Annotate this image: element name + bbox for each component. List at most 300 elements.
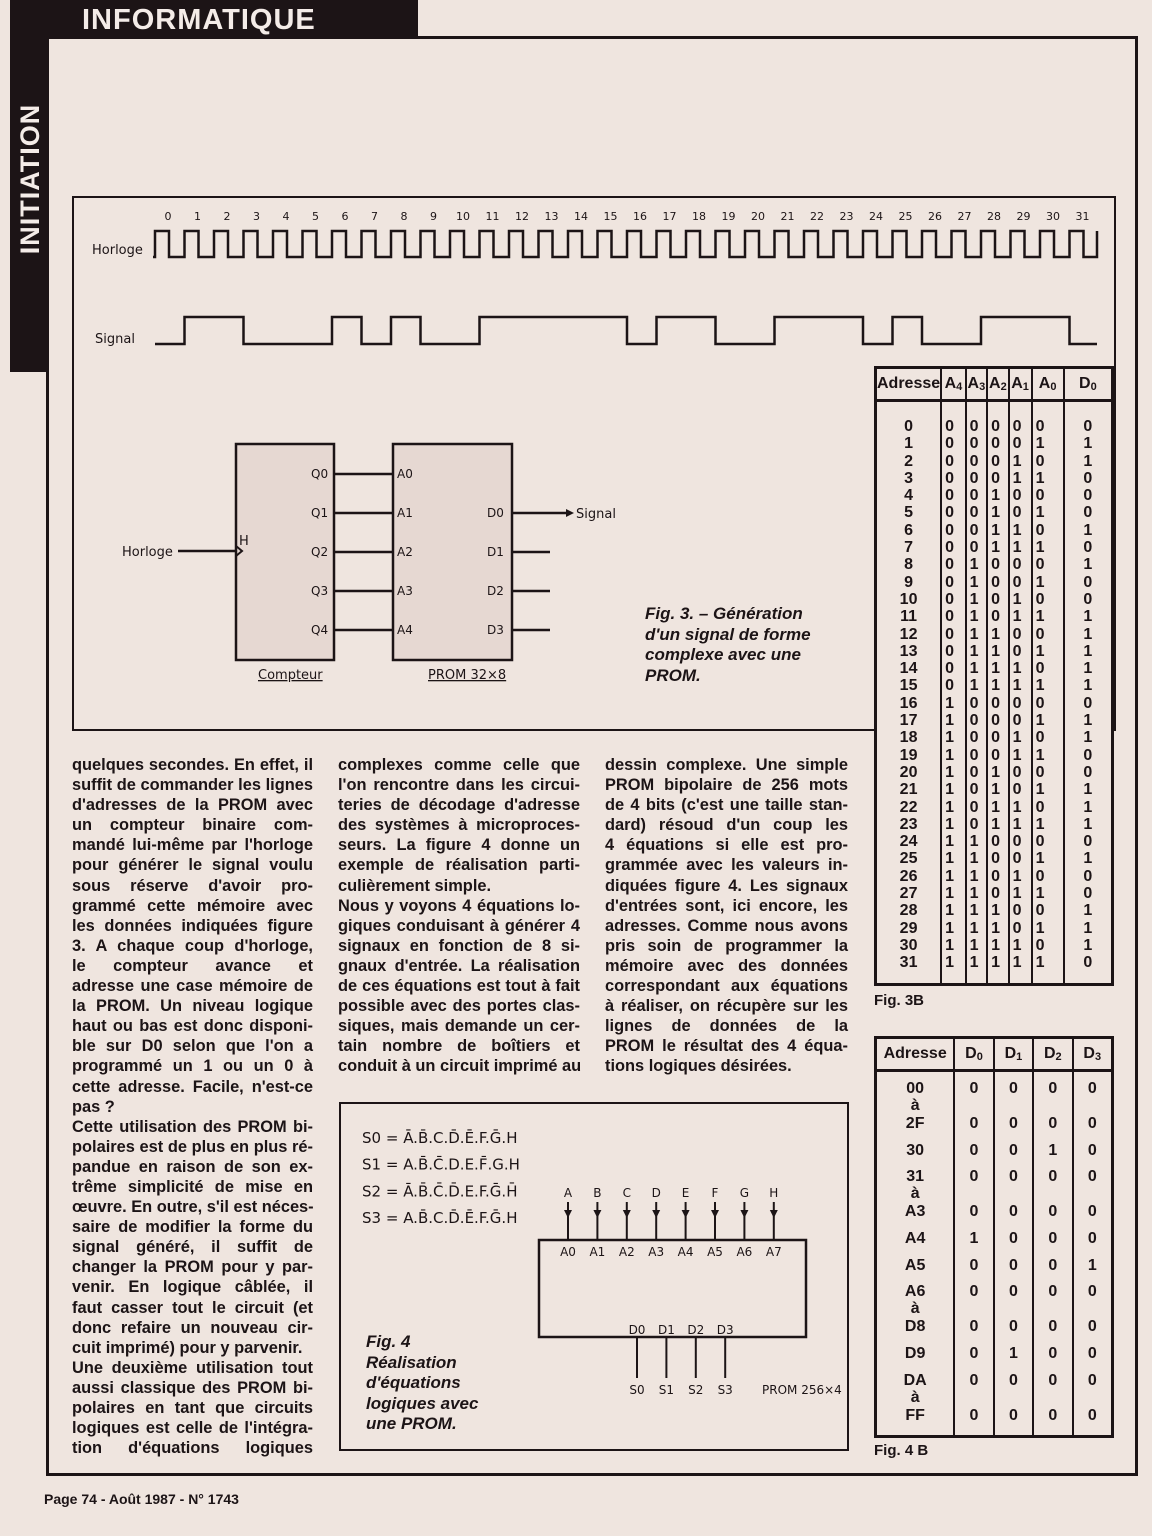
table-row <box>876 1334 1113 1361</box>
bit-cell: 1 <box>987 815 1008 832</box>
input-signal-label: C <box>622 1186 631 1200</box>
address-cell: FF <box>905 1406 925 1424</box>
bit-cell: 1 <box>987 624 1008 641</box>
data-cell <box>1033 1388 1072 1405</box>
column-header: Adresse <box>876 368 942 401</box>
prom-address-pin: A1 <box>397 506 413 520</box>
bit-cell: 0 <box>1032 728 1064 745</box>
bit-cell: 1 <box>941 815 966 832</box>
bit-cell: 1 <box>941 832 966 849</box>
bit-cell: 0 <box>987 590 1008 607</box>
bit-cell: 1 <box>987 659 1008 676</box>
header-letter: D <box>1004 1045 1017 1062</box>
clock-tick-label: 3 <box>253 210 260 223</box>
column-header <box>1033 1038 1072 1071</box>
data-cell: 1 <box>1064 642 1113 659</box>
clock-tick-label: 7 <box>371 210 378 223</box>
bit-cell: 1 <box>941 797 966 814</box>
bit-cell: 0 <box>1009 780 1032 797</box>
clock-tick-label: 16 <box>633 210 647 223</box>
clock-tick-label: 23 <box>839 210 854 223</box>
text-line: cuit imprimé) pour y parvenir. <box>72 1338 303 1357</box>
text-line: correspondant aux équations <box>605 977 848 996</box>
equation-output: S2 <box>362 1182 382 1201</box>
bit-cell: 1 <box>941 936 966 953</box>
data-cell: 0 <box>1064 953 1113 970</box>
bit-cell: 0 <box>966 693 987 710</box>
bit-cell: 1 <box>966 884 987 901</box>
table-row <box>876 918 1113 935</box>
data-cell: 0 <box>1033 1219 1072 1246</box>
bit-cell: 0 <box>1009 434 1032 451</box>
address-cell: 27 <box>899 885 918 903</box>
address-cell: 23 <box>899 815 918 833</box>
caption-line: complexe avec une <box>645 645 801 664</box>
equation-expression: Ā.B̄.C̄.D̄.E.F.Ḡ.H̄ <box>403 1182 518 1201</box>
bit-cell: 1 <box>1032 607 1064 624</box>
counter-clock-input-label: Horloge <box>122 545 173 560</box>
column-header <box>1064 368 1113 401</box>
bit-cell: 1 <box>1009 815 1032 832</box>
data-cell: 0 <box>994 1246 1033 1273</box>
data-cell: 0 <box>954 1113 993 1131</box>
equation-output: S0 <box>362 1129 382 1147</box>
data-cell: 0 <box>1064 503 1113 520</box>
arrow-right-icon <box>566 509 574 517</box>
article-column-3 <box>605 755 848 1077</box>
text-line: le compteur avance et <box>72 956 313 975</box>
bit-cell: 0 <box>941 590 966 607</box>
bit-cell: 1 <box>987 486 1008 503</box>
data-cell: 0 <box>1073 1361 1113 1388</box>
clock-tick-label: 0 <box>164 210 172 223</box>
data-cell: 1 <box>1064 659 1113 676</box>
caption-line: Fig. 3. – Génération <box>645 604 803 623</box>
text-line: pandue en raison de son ex- <box>72 1157 313 1176</box>
data-cell: 0 <box>1064 538 1113 555</box>
bit-cell: 1 <box>1032 815 1064 832</box>
data-cell: 1 <box>1064 728 1113 745</box>
prom-address-pin: A5 <box>707 1245 723 1259</box>
bit-cell: 0 <box>1009 901 1032 918</box>
text-line: trême simplicité de mise en <box>72 1177 313 1196</box>
prom-data-pin: D1 <box>487 545 504 559</box>
data-cell: 0 <box>1033 1201 1072 1219</box>
clock-tick-label: 11 <box>485 210 500 223</box>
clock-pin-label: H <box>239 534 249 549</box>
header-index: 2 <box>1055 1051 1062 1063</box>
text-line: sous réserve d'avoir pro- <box>72 876 313 895</box>
table-row <box>876 659 1113 676</box>
data-cell: 0 <box>1064 572 1113 589</box>
table-bottom-padding <box>876 1423 1113 1437</box>
table-row <box>876 780 1113 797</box>
clock-tick-label: 5 <box>312 210 319 223</box>
text-line: lignes de données de la <box>605 1017 848 1036</box>
bit-cell: 1 <box>1032 745 1064 762</box>
bit-cell: 0 <box>987 745 1008 762</box>
data-cell <box>1033 1096 1072 1113</box>
text-line: siques, mais demande un cer- <box>338 1017 580 1036</box>
data-cell: 1 <box>1064 624 1113 641</box>
clock-tick-label: 27 <box>957 210 972 223</box>
data-cell: 0 <box>1073 1131 1113 1158</box>
clock-tick-label: 15 <box>603 210 618 223</box>
text-line: de ces équations est tout à fait <box>338 977 580 996</box>
text-line: grammé cette mémoire avec <box>72 896 313 915</box>
bit-cell: 0 <box>966 469 987 486</box>
text-line: teries de décodage d'adresse <box>338 796 580 815</box>
bit-cell: 1 <box>987 797 1008 814</box>
address-cell: 8 <box>904 556 914 574</box>
data-cell: 0 <box>994 1158 1033 1185</box>
page-footer: Page 74 - Août 1987 - N° 1743 <box>44 1491 239 1507</box>
clock-tick-label: 18 <box>692 210 706 223</box>
bit-cell: 1 <box>1009 469 1032 486</box>
bit-cell: 0 <box>987 884 1008 901</box>
data-cell: 1 <box>1064 451 1113 468</box>
column-header <box>966 368 987 401</box>
bit-cell: 1 <box>966 953 987 970</box>
address-cell: 0 <box>904 418 914 435</box>
bit-cell: 0 <box>987 711 1008 728</box>
data-cell: 0 <box>954 1316 993 1334</box>
data-cell: 0 <box>954 1361 993 1388</box>
data-cell: 0 <box>954 1201 993 1219</box>
clock-tick-label: 24 <box>869 210 883 223</box>
data-cell: 0 <box>1064 469 1113 486</box>
data-cell: 0 <box>1033 1316 1072 1334</box>
data-cell <box>954 1299 993 1316</box>
bit-cell: 0 <box>1032 486 1064 503</box>
header-letter: A <box>1011 375 1023 392</box>
data-cell: 1 <box>1064 520 1113 537</box>
text-line: pris soin de programmer la <box>605 936 848 955</box>
table-row <box>876 1184 1113 1201</box>
header-index: 4 <box>956 381 963 393</box>
bit-cell: 1 <box>941 763 966 780</box>
fig3b-label: Fig. 3B <box>874 992 925 1009</box>
bit-cell: 0 <box>987 728 1008 745</box>
bit-cell: 0 <box>1009 401 1032 435</box>
data-cell: 1 <box>1064 780 1113 797</box>
bit-cell: 0 <box>987 866 1008 883</box>
bit-cell: 1 <box>987 642 1008 659</box>
address-cell: 14 <box>899 660 918 678</box>
bit-cell: 1 <box>987 936 1008 953</box>
data-cell <box>994 1184 1033 1201</box>
bit-cell: 1 <box>966 849 987 866</box>
equation-output: S3 <box>362 1209 382 1228</box>
clock-tick-label: 10 <box>456 210 470 223</box>
equation-equals: = <box>381 1209 404 1228</box>
data-cell <box>994 1388 1033 1405</box>
data-cell: 0 <box>994 1219 1033 1246</box>
bit-cell: 1 <box>1032 953 1064 970</box>
prom-256x4-name: PROM 256×4 <box>762 1383 842 1397</box>
text-line: dessin complexe. Une simple <box>605 756 848 774</box>
prom-address-pin: A2 <box>618 1245 635 1259</box>
header-letter: D <box>1043 1045 1056 1062</box>
header-index: 3 <box>979 381 986 393</box>
bit-cell: 0 <box>941 503 966 520</box>
bit-cell: 0 <box>1032 901 1064 918</box>
data-cell: 0 <box>954 1071 993 1097</box>
text-line: quelques secondes. En effet, il <box>72 756 313 774</box>
text-line: les données indiquées figure <box>72 916 313 935</box>
data-cell: 0 <box>1073 1273 1113 1300</box>
equation-expression: Ā.B̄.C.D̄.Ē.F.Ḡ.H <box>403 1129 518 1147</box>
data-cell: 0 <box>994 1131 1033 1158</box>
address-cell: 30 <box>906 1141 925 1159</box>
bit-cell: 0 <box>1009 555 1032 572</box>
bit-cell: 0 <box>966 538 987 555</box>
column-header <box>994 1038 1033 1071</box>
equation <box>362 1128 517 1147</box>
bit-cell: 0 <box>1032 797 1064 814</box>
bit-cell: 0 <box>941 520 966 537</box>
data-cell: 1 <box>1064 918 1113 935</box>
bit-cell: 1 <box>1009 607 1032 624</box>
table-row <box>876 642 1113 659</box>
table-row <box>876 693 1113 710</box>
column-header <box>987 368 1008 401</box>
data-cell: 0 <box>1033 1361 1072 1388</box>
table-row <box>876 538 1113 555</box>
address-cell: 9 <box>904 573 914 591</box>
bit-cell: 1 <box>987 763 1008 780</box>
fig3-caption <box>645 604 811 686</box>
table-row <box>876 1201 1113 1219</box>
data-cell: 0 <box>1033 1334 1072 1361</box>
column-header: Adresse <box>876 1038 955 1071</box>
text-line: signaux en fonction de 8 si- <box>338 936 580 955</box>
input-signal-label: H <box>769 1186 779 1200</box>
clock-tick-label: 21 <box>780 210 795 223</box>
caption-line: PROM. <box>645 665 701 685</box>
equation-equals: = <box>381 1129 404 1147</box>
clock-tick-label: 29 <box>1016 210 1031 223</box>
data-cell: 0 <box>954 1158 993 1185</box>
input-signal-label: F <box>711 1186 719 1200</box>
prom-address-pin: A0 <box>560 1245 576 1259</box>
bit-cell: 1 <box>987 538 1008 555</box>
header-index: 1 <box>1016 1051 1023 1063</box>
data-cell: 1 <box>1064 797 1113 814</box>
table-row <box>876 451 1113 468</box>
bit-cell: 0 <box>966 780 987 797</box>
data-cell: 1 <box>1064 815 1113 832</box>
text-line: un compteur binaire com- <box>72 816 313 835</box>
bit-cell: 1 <box>1032 572 1064 589</box>
address-cell: 28 <box>899 902 918 920</box>
text-line: polaires est de plus en plus ré- <box>72 1137 313 1156</box>
bit-cell: 0 <box>1009 486 1032 503</box>
address-cell: à <box>910 1388 920 1406</box>
table-row <box>876 728 1113 745</box>
data-cell: 0 <box>1073 1071 1113 1097</box>
equation-equals: = <box>381 1182 404 1201</box>
data-cell: 0 <box>1064 693 1113 710</box>
caption-line: d'équations <box>366 1373 461 1392</box>
address-cell: 24 <box>899 833 918 851</box>
data-cell <box>954 1388 993 1405</box>
bit-cell: 1 <box>987 780 1008 797</box>
clock-tick-label: 14 <box>574 210 588 223</box>
bit-cell: 0 <box>966 711 987 728</box>
header-index: 0 <box>1090 381 1097 393</box>
text-line: seurs. La figure 4 donne un <box>338 836 580 855</box>
data-cell: 0 <box>1064 866 1113 883</box>
table-row <box>876 1158 1113 1185</box>
bit-cell: 1 <box>1009 936 1032 953</box>
text-line: programmé un 1 ou un 0 à <box>72 1057 313 1076</box>
prom-address-pin: A7 <box>765 1245 782 1259</box>
clock-tick-label: 30 <box>1046 210 1060 223</box>
bit-cell: 0 <box>1032 401 1064 435</box>
table-row <box>876 797 1113 814</box>
bit-cell: 0 <box>1009 572 1032 589</box>
data-cell <box>954 1096 993 1113</box>
arrow-down-icon <box>711 1210 719 1218</box>
address-cell: à <box>910 1097 920 1114</box>
clock-tick-label: 2 <box>223 210 231 223</box>
bit-cell: 1 <box>1032 642 1064 659</box>
arrow-down-icon <box>652 1210 660 1218</box>
address-cell: 18 <box>899 729 918 747</box>
header-letter: A <box>967 375 980 392</box>
text-line: adresses. Comme nous avons <box>605 916 848 935</box>
bit-cell: 1 <box>1032 849 1064 866</box>
bit-cell: 0 <box>966 763 987 780</box>
data-cell: 0 <box>1064 832 1113 849</box>
address-cell: 29 <box>899 919 918 937</box>
counter-name: Compteur <box>258 668 323 683</box>
caption-line: Réalisation <box>366 1352 457 1372</box>
fig3b-truth-table <box>874 366 1114 986</box>
bit-cell: 1 <box>1032 780 1064 797</box>
bit-cell: 1 <box>966 866 987 883</box>
arrow-down-icon <box>564 1210 572 1218</box>
data-cell <box>994 1096 1033 1113</box>
address-cell: 12 <box>899 625 918 643</box>
bit-cell: 0 <box>1009 693 1032 710</box>
data-cell: 0 <box>954 1334 993 1361</box>
data-cell <box>1073 1299 1113 1316</box>
data-cell: 0 <box>1073 1219 1113 1246</box>
bit-cell: 0 <box>966 401 987 435</box>
table-row <box>876 1299 1113 1316</box>
data-cell: 1 <box>1073 1246 1113 1273</box>
table-row <box>876 1273 1113 1300</box>
equation <box>362 1182 517 1201</box>
bit-cell: 1 <box>987 918 1008 935</box>
equation <box>362 1208 517 1227</box>
table-row <box>876 1096 1113 1113</box>
bit-cell: 1 <box>966 832 987 849</box>
column-header <box>1073 1038 1113 1071</box>
header-index: 0 <box>1050 381 1057 393</box>
bit-cell: 0 <box>941 538 966 555</box>
bit-cell: 0 <box>941 624 966 641</box>
bit-cell: 0 <box>941 486 966 503</box>
table-row <box>876 572 1113 589</box>
table-row <box>876 884 1113 901</box>
address-cell: à <box>910 1300 920 1318</box>
data-cell: 0 <box>1073 1113 1113 1131</box>
bit-cell: 0 <box>966 486 987 503</box>
table-row <box>876 401 1113 435</box>
data-cell: 0 <box>994 1071 1033 1097</box>
table-bottom-padding <box>876 970 1113 984</box>
prom-address-pin: A6 <box>736 1245 753 1259</box>
bit-cell: 0 <box>987 607 1008 624</box>
bit-cell: 1 <box>966 572 987 589</box>
clock-tick-label: 20 <box>751 210 765 223</box>
clock-tick-label: 9 <box>430 210 437 223</box>
bit-cell: 1 <box>1009 953 1032 970</box>
data-cell <box>994 1299 1033 1316</box>
table-row <box>876 1316 1113 1334</box>
text-line: venir. En logique câblée, il <box>72 1278 313 1297</box>
text-line: des systèmes à microproces- <box>338 816 580 835</box>
bit-cell: 0 <box>1032 866 1064 883</box>
table-row <box>876 901 1113 918</box>
data-cell: 1 <box>1064 434 1113 451</box>
bit-cell: 0 <box>966 745 987 762</box>
text-line: adresse une case mémoire de <box>72 977 313 996</box>
text-line: changer la PROM pour y par- <box>72 1258 313 1277</box>
text-line: ble sur D0 selon que l'on a <box>72 1037 313 1056</box>
bit-cell: 0 <box>941 572 966 589</box>
bit-cell: 1 <box>1032 538 1064 555</box>
address-cell: 25 <box>899 850 918 868</box>
arrow-down-icon <box>682 1210 690 1218</box>
bit-cell: 1 <box>1032 434 1064 451</box>
table-row <box>876 763 1113 780</box>
bit-cell: 0 <box>941 451 966 468</box>
data-cell: 0 <box>1033 1405 1072 1423</box>
address-cell: 00 <box>906 1080 925 1097</box>
bit-cell: 0 <box>941 676 966 693</box>
address-cell: A5 <box>904 1256 926 1274</box>
data-cell: 0 <box>1064 745 1113 762</box>
data-cell: 0 <box>1064 486 1113 503</box>
text-line: donc refaire un nouveau cir- <box>72 1318 313 1337</box>
input-signal-label: A <box>563 1186 573 1200</box>
text-line: saire de modifier la forme du <box>72 1218 313 1237</box>
address-cell: 20 <box>899 763 918 781</box>
clock-tick-label: 12 <box>515 210 529 223</box>
text-line: la PROM. Un niveau logique <box>72 997 313 1016</box>
clock-tick-label: 26 <box>928 210 942 223</box>
output-signal-label: S3 <box>717 1383 733 1397</box>
bit-cell: 1 <box>987 676 1008 693</box>
bit-cell: 1 <box>1009 451 1032 468</box>
text-line: tions logiques désirées. <box>605 1057 792 1076</box>
data-cell: 0 <box>994 1316 1033 1334</box>
data-cell: 0 <box>1033 1071 1072 1097</box>
bit-cell: 0 <box>966 434 987 451</box>
address-cell: A4 <box>904 1230 926 1248</box>
bit-cell: 0 <box>987 693 1008 710</box>
bit-cell: 1 <box>1009 797 1032 814</box>
bit-cell: 0 <box>1032 832 1064 849</box>
bit-cell: 1 <box>941 884 966 901</box>
address-cell: 2 <box>904 452 914 470</box>
caption-line: une PROM. <box>366 1414 457 1433</box>
bit-cell: 1 <box>1009 728 1032 745</box>
